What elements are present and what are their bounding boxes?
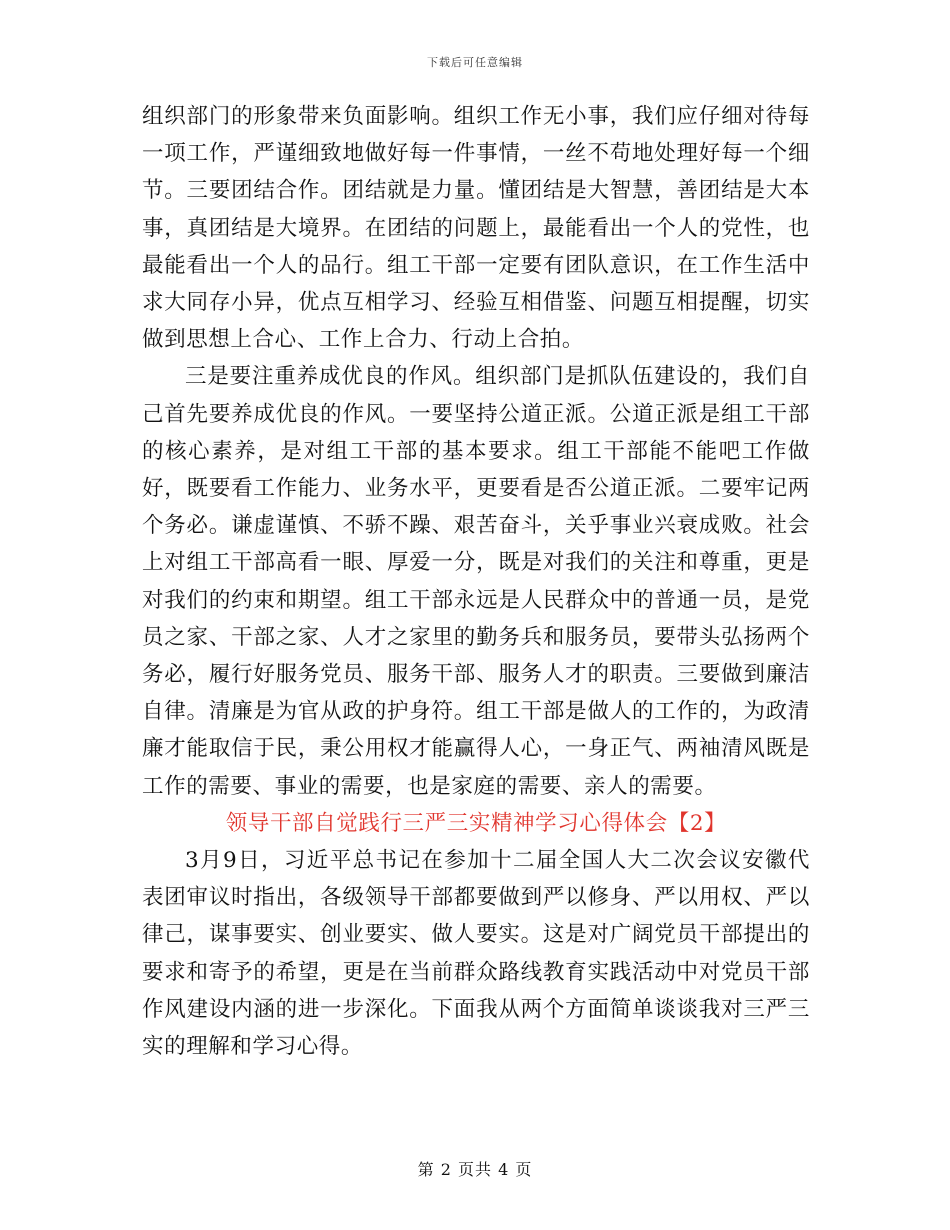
page-number-footer: 第 2 页共 4 页 (417, 1160, 533, 1179)
document-body (142, 98, 810, 1065)
paragraph-continued: 组织部门的形象带来负面影响。组织工作无小事，我们应仔细对待每一项工作，严谨细致地做好每一件事情，一丝不苟地处理好每一个细节。三要团结合作。团结就是力量。懂团结是大智慧，善团结是大本事，真团结是大境界。在团结的问题上，最能看出一个人的党性，也最能看出一个人的品行。组工干部一定要有团队意识，在工作生活中求大同存小异，优点互相学习、经验互相借鉴、问题互相提醒，切实做到思想上合心、工作上合力、行动上合拍。 (142, 104, 810, 353)
paragraph-work-style: 三是要注重养成优良的作风。组织部门是抓队伍建设的，我们自己首先要养成优良的作风。一要坚持公道正派。公道正派是组工干部的核心素养，是对组工干部的基本要求。组工干部能不能吧工作做好，既要看工作能力、业务水平，更要看是否公道正派。二要牢记两个务必。谦虚谨慎、不骄不躁、艰苦奋斗，关乎事业兴衰成败。社会上对组工干部高看一眼、厚爱一分，既是对我们的关注和尊重，更是对我们的约束和期望。组工干部永远是人民群众中的普通一员，是党员之家、干部之家、人才之家里的勤务兵和服务员，要带头弘扬两个务必，履行好服务党员、服务干部、服务人才的职责。三要做到廉洁自律。清廉是为官从政的护身符。组工干部是做人的工作的，为政清廉才能取信于民，秉公用权才能赢得人心，一身正气、两袖清风既是工作的需要、事业的需要，也是家庭的需要、亲人的需要。 (142, 364, 810, 799)
paragraph-intro: 3月9日，习近平总书记在参加十二届全国人大二次会议安徽代表团审议时指出，各级领导干部都要做到严以修身、严以用权、严以律己，谋事要实、创业要实、做人要实。这是对广阔党员干部提出的要求和寄予的希望，更是在当前群众路线教育实践活动中对党员干部作风建设内涵的进一步深化。下面我从两个方面简单谈谈我对三严三实的理解和学习心得。 (142, 848, 810, 1060)
page-header: 下载后可任意编辑 (427, 56, 523, 69)
section-title: 领导干部自觉践行三严三实精神学习心得体会【2】 (225, 810, 727, 836)
